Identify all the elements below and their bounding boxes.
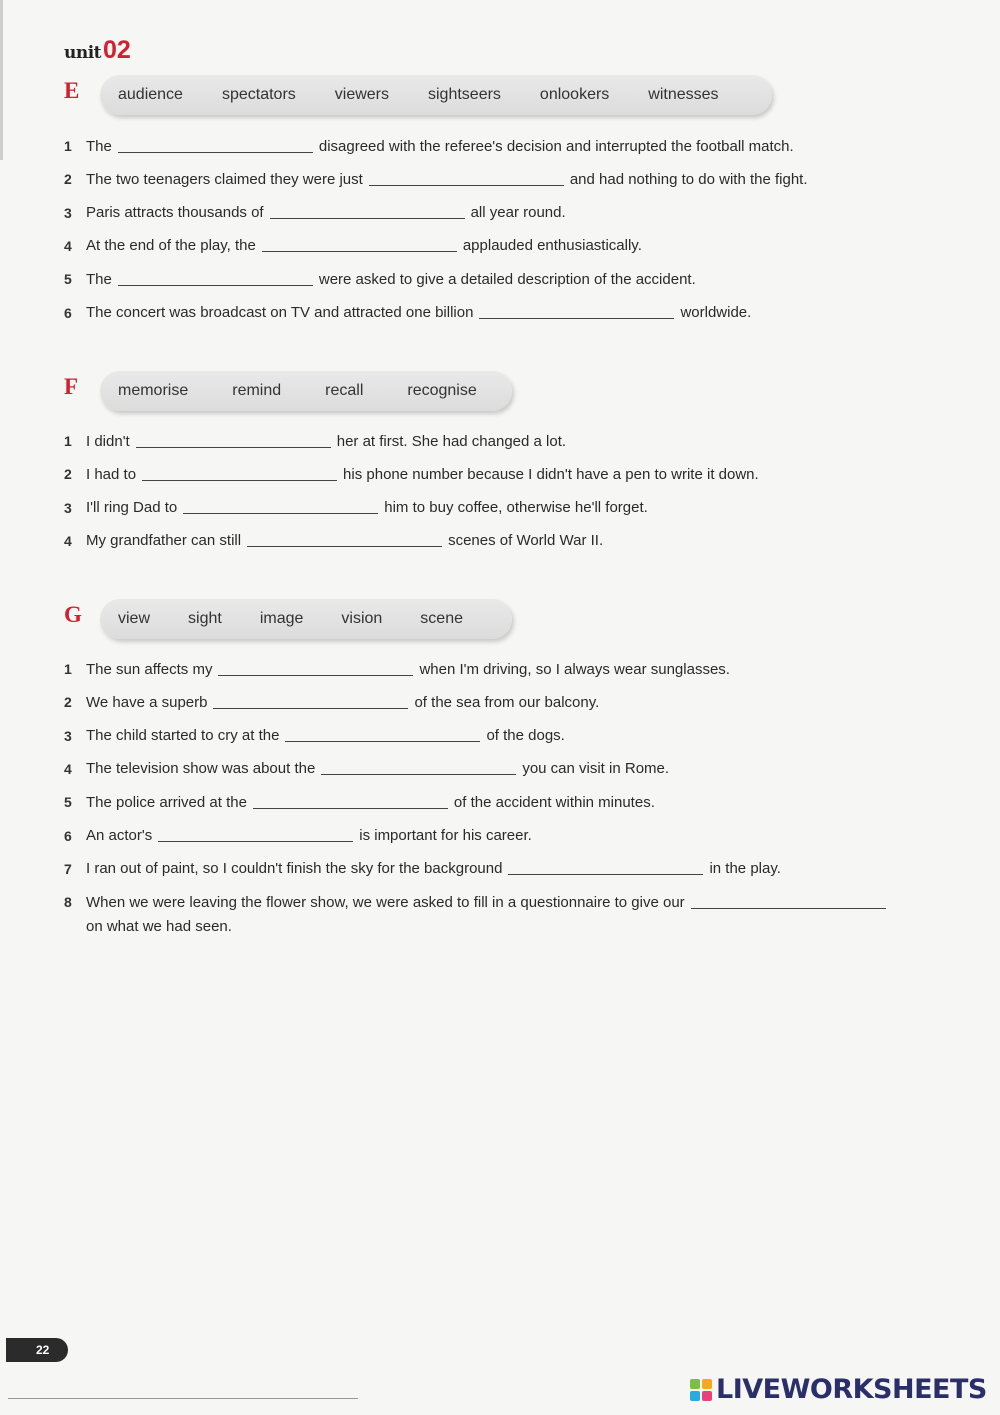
item-text-before: When we were leaving the flower show, we were asked to fill in a questionnaire to give our: [86, 893, 685, 911]
answer-blank[interactable]: [262, 239, 457, 252]
item-text-after: were asked to give a detailed description of the accident.: [318, 270, 696, 288]
exercise-item: [64, 725, 565, 747]
word-bank-item: vision: [341, 610, 383, 627]
item-text-after: of the sea from our balcony.: [414, 693, 600, 711]
item-number: 1: [64, 661, 72, 677]
item-text-after: of the accident within minutes.: [453, 793, 655, 811]
item-text-before: I didn't: [86, 432, 130, 450]
item-number: 3: [64, 727, 72, 744]
answer-blank[interactable]: [369, 173, 564, 186]
word-bank-item: audience: [118, 86, 183, 103]
liveworksheets-logo-icon: [690, 1379, 712, 1401]
item-text-after: all year round.: [470, 204, 566, 222]
item-text-after: you can visit in Rome.: [522, 760, 670, 778]
answer-blank[interactable]: [218, 663, 413, 676]
section-letter: F: [64, 374, 79, 399]
item-number: 7: [64, 860, 72, 877]
answer-blank[interactable]: [479, 306, 674, 319]
item-text-after: him to buy coffee, otherwise he'll forget.: [384, 499, 648, 517]
item-number: 4: [64, 760, 72, 777]
unit-number: 02: [103, 36, 131, 64]
item-number: 1: [64, 138, 72, 154]
item-text-after: disagreed with the referee's decision and interrupted the football match.: [318, 137, 794, 155]
item-text-after: his phone number because I didn't have a pen to write it down.: [343, 465, 759, 483]
item-number: 4: [64, 532, 72, 549]
exercise-item: [64, 658, 730, 680]
item-text-after: worldwide.: [680, 304, 752, 321]
exercise-item: [64, 430, 566, 452]
exercise-item: [64, 497, 648, 519]
item-text-after: applauded enthusiastically.: [462, 237, 642, 255]
answer-blank[interactable]: [158, 829, 353, 842]
answer-blank[interactable]: [691, 896, 886, 909]
item-number: 5: [64, 794, 72, 811]
logo-text: LIVEWORKSHEETS: [716, 1374, 987, 1405]
liveworksheets-logo: [690, 1374, 987, 1405]
item-text-before: My grandfather can still: [86, 532, 242, 550]
item-text-before: We have a superb: [86, 693, 208, 711]
item-text-before: The: [86, 270, 112, 288]
item-text-after: is important for his career.: [359, 827, 532, 844]
item-number: 2: [64, 171, 72, 188]
exercise-item: [64, 135, 794, 157]
item-text-after: in the play.: [709, 860, 781, 878]
answer-blank[interactable]: [247, 534, 442, 547]
item-text-before: The television show was about the: [86, 760, 316, 778]
word-bank: [100, 599, 512, 639]
item-continuation: on what we had seen.: [86, 918, 232, 936]
item-text-after: of the dogs.: [486, 727, 565, 745]
answer-blank[interactable]: [183, 501, 378, 514]
word-bank-item: remind: [232, 382, 282, 399]
word-bank-item: spectators: [221, 86, 296, 103]
unit-word: unit: [64, 43, 102, 63]
bottom-rule: [8, 1398, 358, 1399]
item-number: 1: [64, 433, 72, 449]
exercise-item: [64, 858, 781, 880]
exercise-item: [64, 463, 759, 485]
item-text-before: The child started to cry at the: [86, 727, 280, 745]
word-bank-item: sightseers: [428, 86, 501, 103]
item-text-before: The police arrived at the: [86, 793, 247, 811]
answer-blank[interactable]: [142, 468, 337, 481]
item-text-before: At the end of the play, the: [86, 237, 256, 255]
answer-blank[interactable]: [118, 273, 313, 286]
answer-blank[interactable]: [213, 696, 408, 709]
exercise-item: [64, 235, 642, 257]
exercise-item: [64, 791, 655, 813]
item-text-before: The two teenagers claimed they were just: [86, 170, 363, 188]
item-number: 6: [64, 827, 72, 844]
exercise-item: [64, 268, 696, 290]
item-number: 5: [64, 271, 72, 288]
page-number: 22: [6, 1338, 68, 1362]
page-edge: [0, 0, 3, 160]
answer-blank[interactable]: [321, 762, 516, 775]
word-bank-item: viewers: [334, 86, 389, 103]
item-text-before: I ran out of paint, so I couldn't finish the sky for the background: [86, 860, 503, 878]
exercise-item: [64, 202, 566, 224]
item-text-before: Paris attracts thousands of: [86, 204, 264, 222]
word-bank: [100, 371, 512, 411]
exercise-item: [64, 530, 603, 552]
item-text-before: I'll ring Dad to: [86, 499, 178, 517]
item-text-after: her at first. She had changed a lot.: [336, 432, 567, 450]
item-number: 2: [64, 466, 72, 483]
word-bank-item: onlookers: [539, 86, 610, 103]
word-bank-item: recall: [325, 382, 364, 399]
word-bank-item: recognise: [407, 382, 477, 399]
word-bank-item: view: [118, 610, 151, 627]
word-bank-item: image: [259, 610, 304, 627]
word-bank-item: scene: [420, 610, 463, 627]
unit-heading: [64, 36, 131, 65]
item-number: 8: [64, 894, 72, 911]
item-number: 6: [64, 304, 72, 321]
exercise-item: [64, 891, 892, 913]
answer-blank[interactable]: [285, 729, 480, 742]
item-text-after: when I'm driving, so I always wear sunglasses.: [419, 660, 730, 678]
item-text-before: The: [86, 137, 112, 155]
answer-blank[interactable]: [508, 862, 703, 875]
exercise-item: [64, 168, 808, 190]
answer-blank[interactable]: [270, 206, 465, 219]
word-bank: [100, 75, 772, 115]
word-bank-item: sight: [188, 610, 222, 627]
item-number: 3: [64, 204, 72, 221]
word-bank-item: memorise: [118, 382, 189, 399]
answer-blank[interactable]: [253, 796, 448, 809]
exercise-item: [64, 691, 599, 713]
item-number: 2: [64, 694, 72, 711]
item-text-before: An actor's: [86, 827, 153, 844]
word-bank-item: witnesses: [648, 86, 719, 103]
item-text-after: scenes of World War II.: [448, 532, 604, 550]
section-letter: G: [64, 602, 82, 627]
item-text-before: The concert was broadcast on TV and attracted one billion: [86, 304, 474, 321]
item-text-after: and had nothing to do with the fight.: [569, 170, 808, 188]
answer-blank[interactable]: [136, 435, 331, 448]
item-number: 4: [64, 237, 72, 254]
section-letter: E: [64, 78, 80, 103]
answer-blank[interactable]: [118, 140, 313, 153]
exercise-item: [64, 825, 532, 847]
item-text-before: The sun affects my: [86, 660, 213, 678]
item-number: 3: [64, 499, 72, 516]
exercise-item: [64, 302, 751, 324]
item-text-before: I had to: [86, 465, 137, 483]
exercise-item: [64, 758, 669, 780]
